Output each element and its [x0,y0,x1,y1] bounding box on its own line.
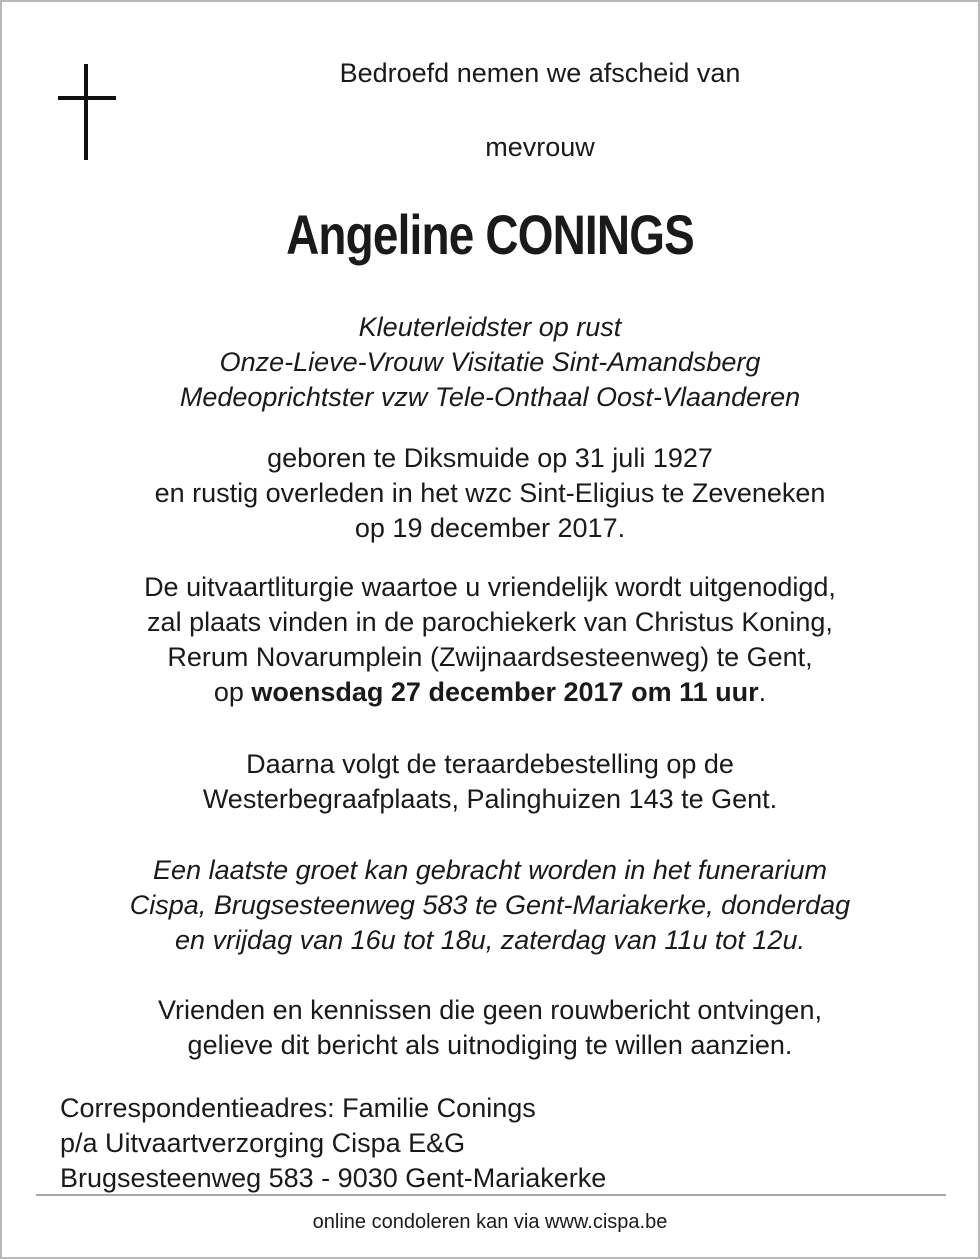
role-line: Medeoprichtster vzw Tele-Onthaal Oost-Vlaanderen [179,382,801,412]
visitation-line: Een laatste groet kan gebracht worden in het funerarium [153,855,827,885]
funeral-date-line [2,675,978,710]
birth-line: geboren te Diksmuide op 31 juli 1927 [267,443,713,473]
invitation-line: Vrienden en kennissen die geen rouwbericht ontvingen, [158,995,822,1025]
visitation-line: en vrijdag van 16u tot 18u, zaterdag van 11u tot 12u. [175,925,805,955]
role-line: Kleuterleidster op rust [358,312,622,342]
funeral-date: woensdag 27 december 2017 om 11 uur [251,677,759,707]
role-line: Onze-Lieve-Vrouw Visitatie Sint-Amandsberg [219,347,761,377]
life-dates-block [2,441,978,546]
funeral-line: Rerum Novarumplein (Zwijnaardsesteenweg) te Gent, [167,642,813,672]
invitation-block [2,993,978,1063]
burial-line: Westerbegraafplaats, Palinghuizen 143 te Gent. [202,784,778,814]
funeral-block [2,570,978,710]
cross-horizontal-bar [58,96,116,100]
visitation-line: Cispa, Brugsesteenweg 583 te Gent-Mariakerke, donderdag [129,890,851,920]
online-condolence-note: online condoleren kan via www.cispa.be [312,1211,668,1233]
deceased-name: Angeline CONINGS [286,203,694,266]
address-line: Correspondentieadres: Familie Conings [60,1093,536,1123]
burial-line: Daarna volgt de teraardebestelling op de [246,749,734,779]
correspondence-address [60,1091,606,1196]
intro-text: Bedroefd nemen we afscheid van [339,58,741,88]
burial-block [2,747,978,817]
death-line: en rustig overleden in het wzc Sint-Eligius te Zeveneken [154,478,826,508]
funeral-line: zal plaats vinden in de parochiekerk van Christus Koning, [147,607,833,637]
funeral-line: De uitvaartliturgie waartoe u vriendelijk wordt uitgenodigd, [144,572,836,602]
address-line: p/a Uitvaartverzorging Cispa E&G [60,1128,466,1158]
invitation-line: gelieve dit bericht als uitnodiging te willen aanzien. [187,1030,793,1060]
footer-divider [36,1194,946,1196]
funeral-date-suffix: . [758,677,767,707]
roles-block [2,310,978,415]
honorific: mevrouw [485,132,595,162]
funeral-date-prefix: op [213,677,252,707]
death-date-line: op 19 december 2017. [354,513,626,543]
visitation-block [2,853,978,958]
address-line: Brugsesteenweg 583 - 9030 Gent-Mariakerke [60,1163,607,1193]
